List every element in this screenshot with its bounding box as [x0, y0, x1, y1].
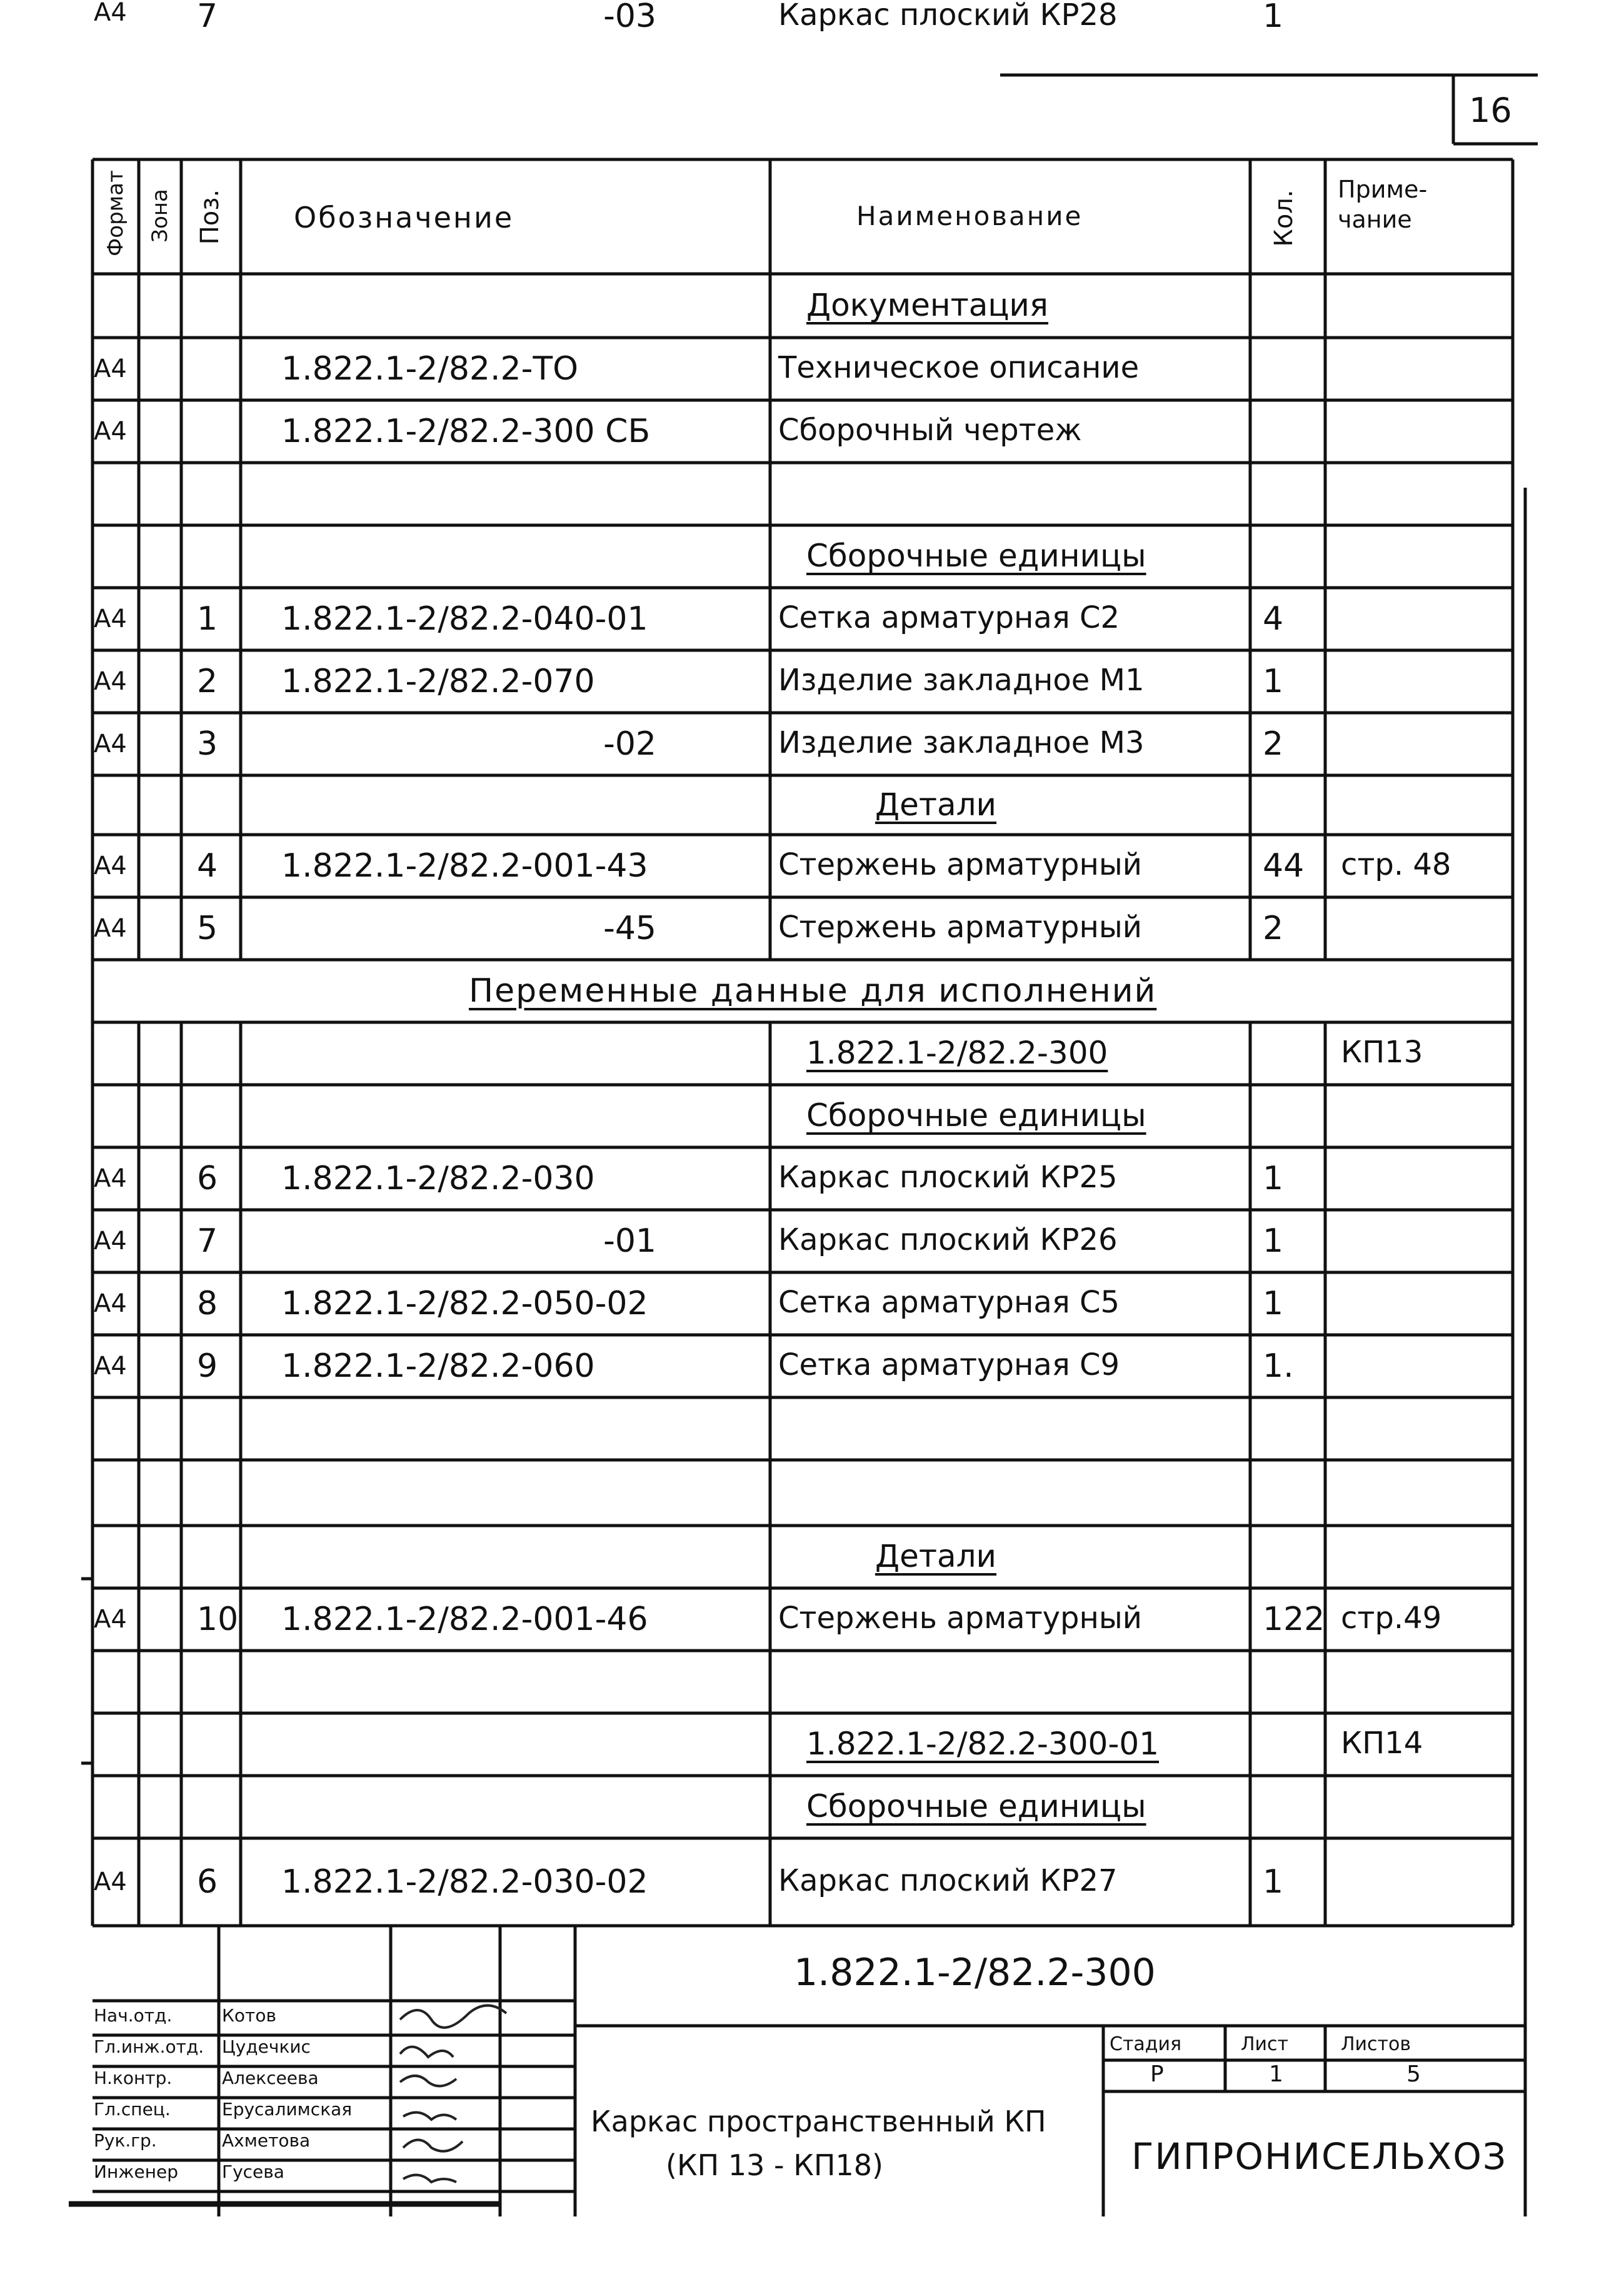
header-name: Наименование	[856, 201, 1083, 231]
signature-5	[403, 2140, 463, 2151]
row-name: Изделие закладное М3	[778, 725, 1145, 760]
section-heading: Сборочные единицы	[806, 1097, 1146, 1134]
header-format: Формат	[103, 170, 128, 256]
signature-3	[400, 2076, 456, 2086]
section-heading: Детали	[875, 786, 997, 823]
row-position: 8	[197, 1285, 218, 1322]
row-quantity: 122	[1263, 1601, 1325, 1638]
row-quantity: 1	[1263, 1222, 1284, 1260]
section-heading: Документация	[806, 287, 1048, 323]
row-position: 1	[197, 600, 218, 638]
signature-6	[403, 2175, 456, 2182]
row-designation: 1.822.1-2/82.2-001-46	[281, 1601, 648, 1638]
row-designation: 1.822.1-2/82.2-300 СБ	[281, 413, 651, 450]
document-code: 1.822.1-2/82.2-300	[794, 1951, 1156, 1995]
row-name: Стержень арматурный	[778, 910, 1142, 945]
signature-4	[403, 2113, 456, 2120]
row-format: А4	[94, 914, 127, 943]
signer-role: Нач.отд.	[94, 2005, 173, 2026]
row-name: Стержень арматурный	[778, 1601, 1142, 1636]
section-heading: Сборочные единицы	[806, 538, 1146, 574]
row-designation: 1.822.1-2/82.2-030-02	[281, 1863, 648, 1901]
organization-name: ГИПРОНИСЕЛЬХОЗ	[1131, 2135, 1508, 2178]
row-position: 6	[197, 1160, 218, 1197]
row-designation: 1.822.1-2/82.2-030	[281, 1160, 595, 1197]
row-quantity: 1.	[1263, 1347, 1294, 1385]
row-designation: 1.822.1-2/82.2-001-43	[281, 847, 648, 885]
row-designation: -01	[603, 1222, 656, 1260]
row-quantity: 4	[1263, 600, 1284, 638]
row-quantity: 2	[1263, 725, 1284, 763]
row-name: Сетка арматурная С5	[778, 1285, 1120, 1320]
row-name: Каркас плоский КР28	[778, 0, 1118, 33]
row-designation: 1.822.1-2/82.2-060	[281, 1347, 595, 1385]
row-position: 6	[197, 1863, 218, 1901]
row-name: Сборочный чертеж	[778, 413, 1082, 448]
row-format: А4	[94, 605, 127, 633]
row-position: 7	[197, 0, 218, 35]
row-note: КП14	[1341, 1726, 1423, 1761]
row-format: А4	[94, 1868, 127, 1896]
header-note: Приме- чание	[1338, 176, 1428, 233]
signer-name: Цудечкис	[222, 2036, 311, 2057]
stage-label: Стадия	[1110, 2033, 1182, 2055]
signer-role: Гл.инж.отд.	[94, 2036, 204, 2057]
row-designation: -45	[603, 910, 656, 947]
signature-1	[400, 2006, 506, 2028]
variant-designation: 1.822.1-2/82.2-300	[806, 1035, 1108, 1071]
header-zone: Зона	[148, 189, 173, 243]
row-designation: 1.822.1-2/82.2-050-02	[281, 1285, 648, 1322]
sheet-number: 16	[1469, 91, 1512, 130]
row-format: А4	[94, 730, 127, 758]
variable-data-heading: Переменные данные для исполнений	[469, 972, 1157, 1010]
row-designation: 1.822.1-2/82.2-070	[281, 663, 595, 700]
section-heading: Детали	[875, 1538, 997, 1574]
sheet-value: 1	[1269, 2061, 1283, 2087]
row-name: Каркас плоский КР25	[778, 1160, 1118, 1195]
row-format: А4	[94, 1605, 127, 1634]
stage-value: Р	[1150, 2061, 1164, 2087]
row-position: 10	[197, 1601, 239, 1638]
sheets-value: 5	[1406, 2061, 1421, 2087]
row-quantity: 1	[1263, 663, 1284, 700]
row-name: Стержень арматурный	[778, 847, 1142, 882]
row-format: А4	[94, 1289, 127, 1318]
signer-role: Рук.гр.	[94, 2130, 157, 2151]
row-format: А4	[94, 667, 127, 696]
signer-role: Н.контр.	[94, 2068, 173, 2088]
signer-name: Котов	[222, 2005, 276, 2026]
row-quantity: 44	[1263, 847, 1305, 885]
row-quantity: 2	[1263, 910, 1284, 947]
section-heading: Сборочные единицы	[806, 1788, 1146, 1824]
row-designation: 1.822.1-2/82.2-ТО	[281, 350, 579, 388]
variant-designation: 1.822.1-2/82.2-300-01	[806, 1726, 1160, 1762]
row-name: Каркас плоский КР27	[778, 1863, 1118, 1898]
row-position: 5	[197, 910, 218, 947]
row-position: 9	[197, 1347, 218, 1385]
row-format: А4	[94, 1164, 127, 1193]
sheets-label: Листов	[1341, 2033, 1411, 2055]
row-format: А4	[94, 417, 127, 446]
signer-name: Гусева	[222, 2161, 284, 2182]
header-designation: Обозначение	[294, 201, 514, 234]
title-line-2: (КП 13 - КП18)	[666, 2148, 883, 2182]
row-format: А4	[94, 852, 127, 880]
title-line-1: Каркас пространственный КП	[591, 2105, 1046, 2138]
sheet-label: Лист	[1241, 2033, 1289, 2055]
row-position: 2	[197, 663, 218, 700]
row-designation: 1.822.1-2/82.2-040-01	[281, 600, 648, 638]
row-format: А4	[94, 355, 127, 383]
row-quantity: 1	[1263, 1863, 1284, 1901]
signature-2	[400, 2047, 453, 2057]
row-note: стр.49	[1341, 1601, 1442, 1636]
row-position: 7	[197, 1222, 218, 1260]
row-position: 4	[197, 847, 218, 885]
row-format: А4	[94, 1352, 127, 1381]
signer-name: Ахметова	[222, 2130, 311, 2151]
signer-role: Инженер	[94, 2161, 179, 2182]
row-name: Каркас плоский КР26	[778, 1222, 1118, 1257]
row-name: Техническое описание	[778, 350, 1140, 385]
row-designation: -03	[603, 0, 656, 35]
row-name: Сетка арматурная С9	[778, 1347, 1120, 1382]
row-quantity: 1	[1263, 1285, 1284, 1322]
row-name: Изделие закладное М1	[778, 663, 1145, 698]
header-pos: Поз.	[196, 189, 224, 245]
row-quantity: 1	[1263, 0, 1284, 35]
row-designation: -02	[603, 725, 656, 763]
row-note: КП13	[1341, 1035, 1423, 1070]
row-note: стр. 48	[1341, 847, 1451, 882]
row-position: 3	[197, 725, 218, 763]
row-name: Сетка арматурная С2	[778, 600, 1120, 635]
signer-name: Алексеева	[222, 2068, 319, 2088]
signer-role: Гл.спец.	[94, 2099, 171, 2120]
signer-name: Ерусалимская	[222, 2099, 353, 2120]
row-format: А4	[94, 0, 127, 27]
row-quantity: 1	[1263, 1160, 1284, 1197]
row-format: А4	[94, 1227, 127, 1255]
header-qty: Кол.	[1270, 189, 1298, 247]
